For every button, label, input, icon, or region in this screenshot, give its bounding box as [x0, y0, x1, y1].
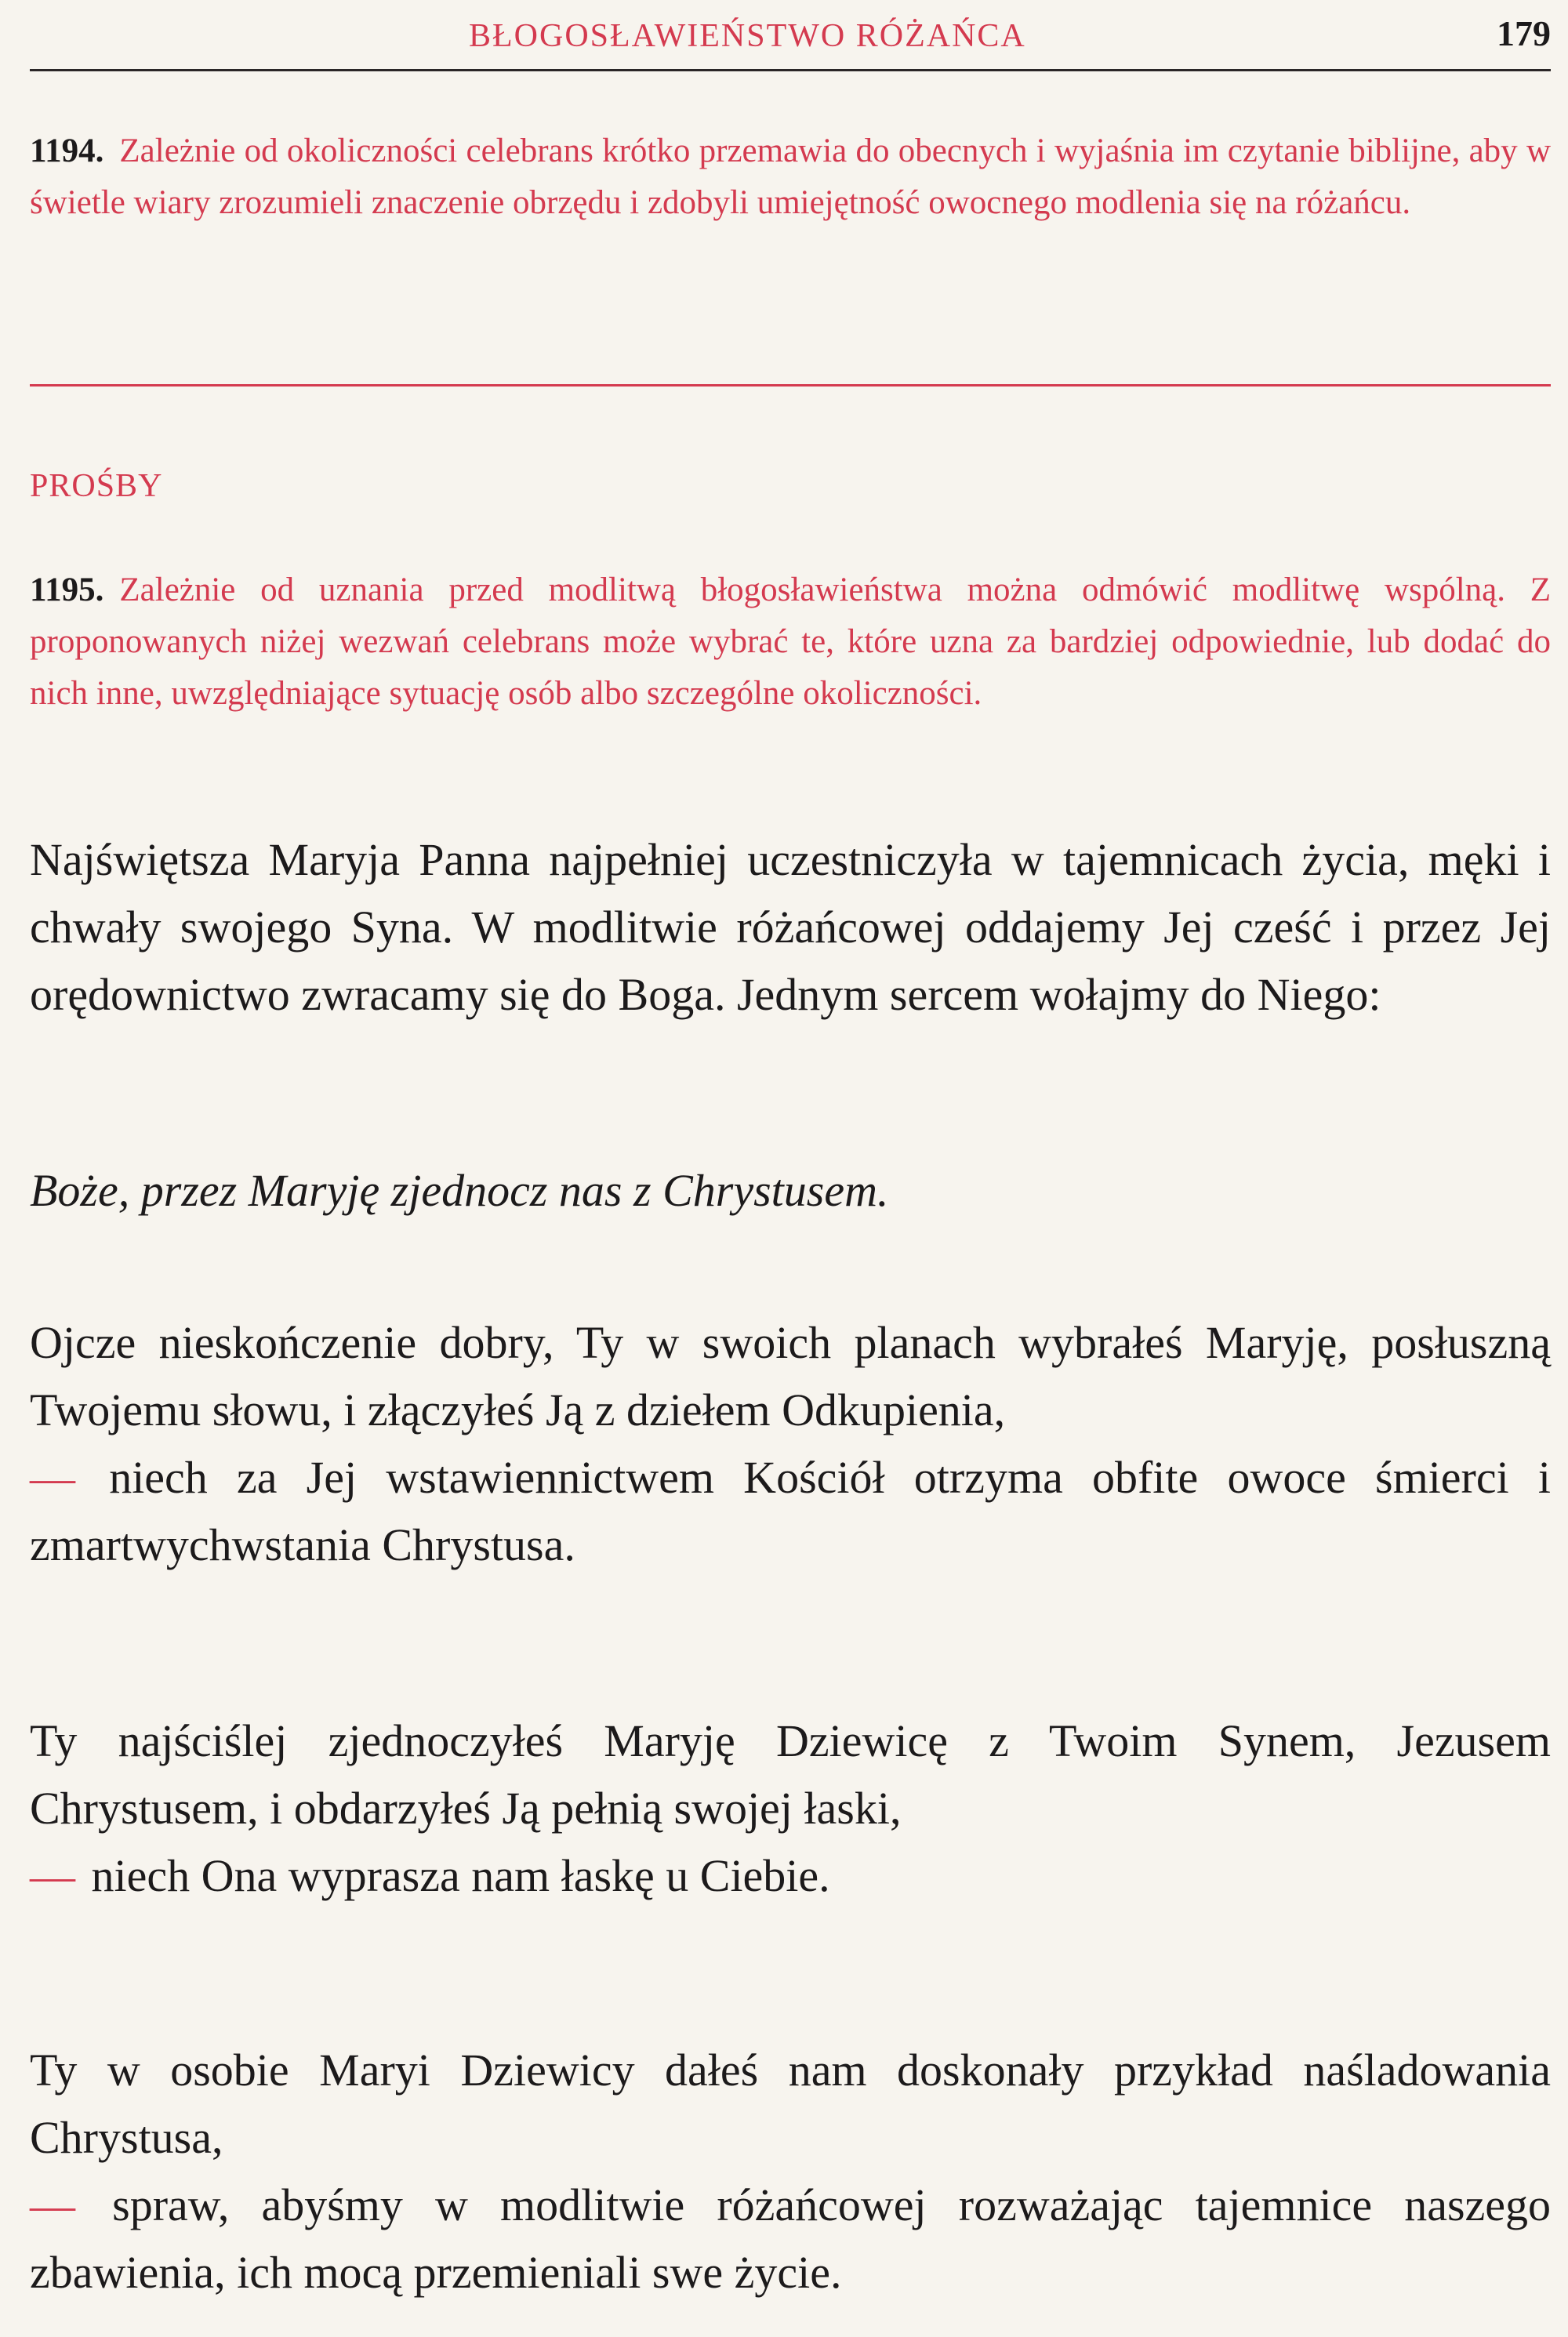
intercession-1-petition: niech za Jej wstawiennictwem Kościół otrzyma obfite owoce śmierci i zmartwychwstania Chrystusa.: [30, 1452, 1552, 1570]
intercession-2-petition: niech Ona wyprasza nam łaskę u Ciebie.: [91, 1850, 830, 1901]
intercession-1-invocation: Ojcze nieskończenie dobry, Ty w swoich planach wybrałeś Maryję, posłuszną Twojemu słowu, i złączyłeś Ją z dziełem Odkupienia,: [30, 1317, 1551, 1435]
running-title: BŁOGOSŁAWIEŃSTWO RÓŻAŃCA: [469, 18, 1026, 54]
header-rule: [30, 69, 1551, 71]
page-number: 179: [1497, 13, 1551, 53]
intercession-3-petition: spraw, abyśmy w modlitwie różańcowej rozważając tajemnice naszego zbawienia, ich mocą przemieniali swe życie.: [30, 2179, 1551, 2298]
page-header: [30, 13, 1551, 60]
red-divider-rule: [30, 384, 1551, 386]
intercession-1: [30, 1309, 1551, 1579]
response-line: Boże, przez Maryję zjednocz nas z Chrystusem.: [30, 1165, 889, 1216]
dash-marker: —: [30, 1850, 75, 1901]
rubric-1194: [30, 125, 1551, 229]
rubric-1195-text: Zależnie od uznania przed modlitwą błogosławieństwa można odmówić modlitwę wspólną. Z proponowanych niżej wezwań celebrans może wybrać te, które uzna za bardziej odpowiednie, lub dodać do nich inne, uwzględniające sytuację osób albo szczególne okoliczności.: [30, 572, 1551, 712]
intercession-2: [30, 1707, 1551, 1910]
intercession-3: [30, 2037, 1551, 2306]
intercession-2-petition-line: [30, 1842, 1551, 1910]
rubric-1195: [30, 564, 1551, 720]
intercession-1-petition-line: [30, 1444, 1551, 1579]
book-page: [30, 0, 1551, 2337]
intercession-3-invocation: Ty w osobie Maryi Dziewicy dałeś nam doskonały przykład naśladowania Chrystusa,: [30, 2045, 1551, 2163]
paragraph-number-1194: 1194.: [30, 132, 104, 169]
paragraph-number-1195: 1195.: [30, 572, 104, 608]
dash-marker: —: [30, 2179, 75, 2230]
intro-paragraph: Najświętsza Maryja Panna najpełniej uczestniczyła w tajemnicach życia, męki i chwały swojego Syna. W modlitwie różańcowej oddajemy Jej cześć i przez Jej orędownictwo zwracamy się do Boga. Jednym sercem wołajmy do Niego:: [30, 834, 1551, 1020]
section-heading-prosby: PROŚBY: [30, 468, 163, 504]
intercession-3-petition-line: [30, 2172, 1551, 2306]
rubric-1194-text: Zależnie od okoliczności celebrans krótko przemawia do obecnych i wyjaśnia im czytanie biblijne, aby w świetle wiary zrozumieli znaczenie obrzędu i zdobyli umiejętność owocnego modlenia się na różańcu.: [30, 132, 1551, 221]
intercession-2-invocation: Ty najściślej zjednoczyłeś Maryję Dziewicę z Twoim Synem, Jezusem Chrystusem, i obdarzyłeś Ją pełnią swojej łaski,: [30, 1715, 1551, 1834]
dash-marker: —: [30, 1452, 75, 1503]
